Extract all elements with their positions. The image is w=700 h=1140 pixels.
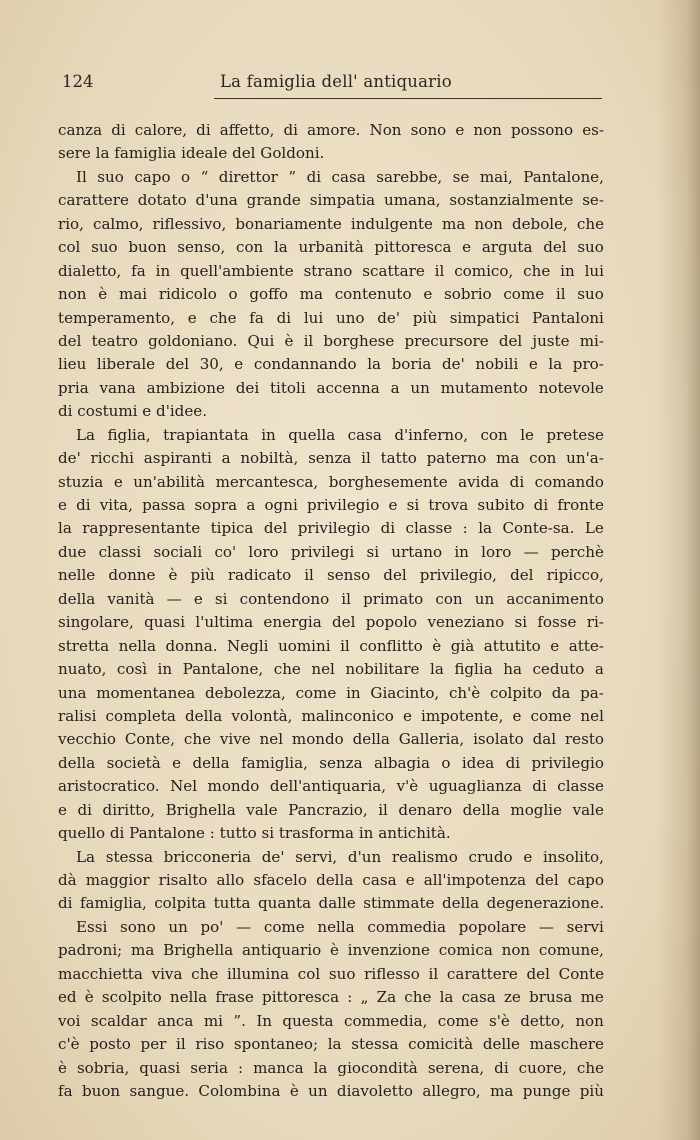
- text-line: è sobria, quasi seria : manca la giocondità serena, di cuore, che: [58, 1058, 604, 1077]
- text-line: stuzia e un'abilità mercantesca, borghesemente avida di comando: [58, 472, 604, 491]
- text-line: dà maggior risalto allo sfacelo della casa e all'impotenza del capo: [58, 871, 604, 889]
- text-line: nelle donne è più radicato il senso del privilegio, del ripicco,: [58, 566, 604, 585]
- text-line: dialetto, fa in quell'ambiente strano scattare il comico, che in lui: [58, 261, 604, 280]
- text-line: ralisi completa della volontà, malinconico e impotente, e come nel: [58, 706, 604, 725]
- body-text: [58, 119, 604, 1103]
- text-line: una momentanea debolezza, come in Giacinto, ch'è colpito da pa-: [58, 683, 604, 702]
- text-line: nuato, così in Pantalone, che nel nobilitare la figlia ha ceduto a: [58, 660, 604, 679]
- text-line: quello di Pantalone : tutto si trasforma in antichità.: [58, 824, 451, 843]
- text-line: aristocratico. Nel mondo dell'antiquaria, v'è uguaglianza di classe: [58, 777, 604, 796]
- text-line: ed è scolpito nella frase pittoresca : „ Za che la casa ze brusa me: [58, 988, 604, 1007]
- text-line: del teatro goldoniano. Qui è il borghese precursore del juste mi-: [58, 331, 604, 350]
- text-line: macchietta viva che illumina col suo riflesso il carattere del Conte: [58, 964, 604, 983]
- text-line: col suo buon senso, con la urbanità pittoresca e arguta del suo: [58, 238, 604, 257]
- text-line: de' ricchi aspiranti a nobiltà, senza il tatto paterno ma con un'a-: [58, 449, 604, 468]
- text-line: La figlia, trapiantata in quella casa d'inferno, con le pretese: [76, 425, 604, 444]
- text-line: canza di calore, di affetto, di amore. Non sono e non possono es-: [58, 121, 604, 139]
- text-line: Il suo capo o “ direttor ” di casa sarebbe, se mai, Pantalone,: [76, 167, 604, 186]
- header-rule: [214, 98, 602, 99]
- text-line: di famiglia, colpita tutta quanta dalle stimmate della degenerazione.: [58, 894, 604, 913]
- text-line: rio, calmo, riflessivo, bonariamente indulgente ma non debole, che: [58, 214, 604, 233]
- text-line: di costumi e d'idee.: [58, 402, 207, 421]
- text-line: singolare, quasi l'ultima energia del popolo veneziano si fosse ri-: [58, 613, 604, 632]
- text-line: due classi sociali co' loro privilegi si urtano in loro — perchè: [58, 542, 604, 561]
- text-line: e di vita, passa sopra a ogni privilegio e si trova subito di fronte: [58, 496, 604, 514]
- text-line: La stessa bricconeria de' servi, d'un realismo crudo e insolito,: [76, 847, 604, 866]
- text-line: sere la famiglia ideale del Goldoni.: [58, 144, 325, 163]
- text-line: della società e della famiglia, senza albagia o idea di privilegio: [58, 753, 604, 772]
- text-line: lieu liberale del 30, e condannando la boria de' nobili e la pro-: [58, 355, 604, 374]
- text-line: temperamento, e che fa di lui uno de' più simpatici Pantaloni: [58, 308, 604, 327]
- text-line: non è mai ridicolo o goffo ma contenuto e sobrio come il suo: [58, 285, 604, 304]
- text-line: fa buon sangue. Colombina è un diavoletto allegro, ma punge più: [58, 1081, 604, 1100]
- running-title: La famiglia dell' antiquario: [220, 72, 452, 91]
- text-line: la rappresentante tipica del privilegio di classe : la Conte-sa. Le: [58, 519, 604, 538]
- page-number: 124: [62, 72, 94, 91]
- running-head: [62, 72, 602, 96]
- text-line: pria vana ambizione dei titoli accenna a un mutamento notevole: [58, 378, 604, 397]
- text-line: carattere dotato d'una grande simpatia umana, sostanzialmente se-: [58, 191, 604, 210]
- text-line: e di diritto, Brighella vale Pancrazio, il denaro della moglie vale: [58, 800, 604, 819]
- text-line: c'è posto per il riso spontaneo; la stessa comicità delle maschere: [58, 1035, 604, 1054]
- text-line: vecchio Conte, che vive nel mondo della Galleria, isolato dal resto: [58, 730, 604, 749]
- text-line: della vanità — e si contendono il primato con un accanimento: [58, 589, 604, 608]
- text-line: stretta nella donna. Negli uomini il conflitto è già attutito e atte-: [58, 636, 604, 655]
- text-line: padroni; ma Brighella antiquario è invenzione comica non comune,: [58, 941, 604, 960]
- text-line: voi scaldar anca mi ”. In questa commedia, come s'è detto, non: [58, 1011, 604, 1030]
- text-line: Essi sono un po' — come nella commedia popolare — servi: [76, 917, 604, 936]
